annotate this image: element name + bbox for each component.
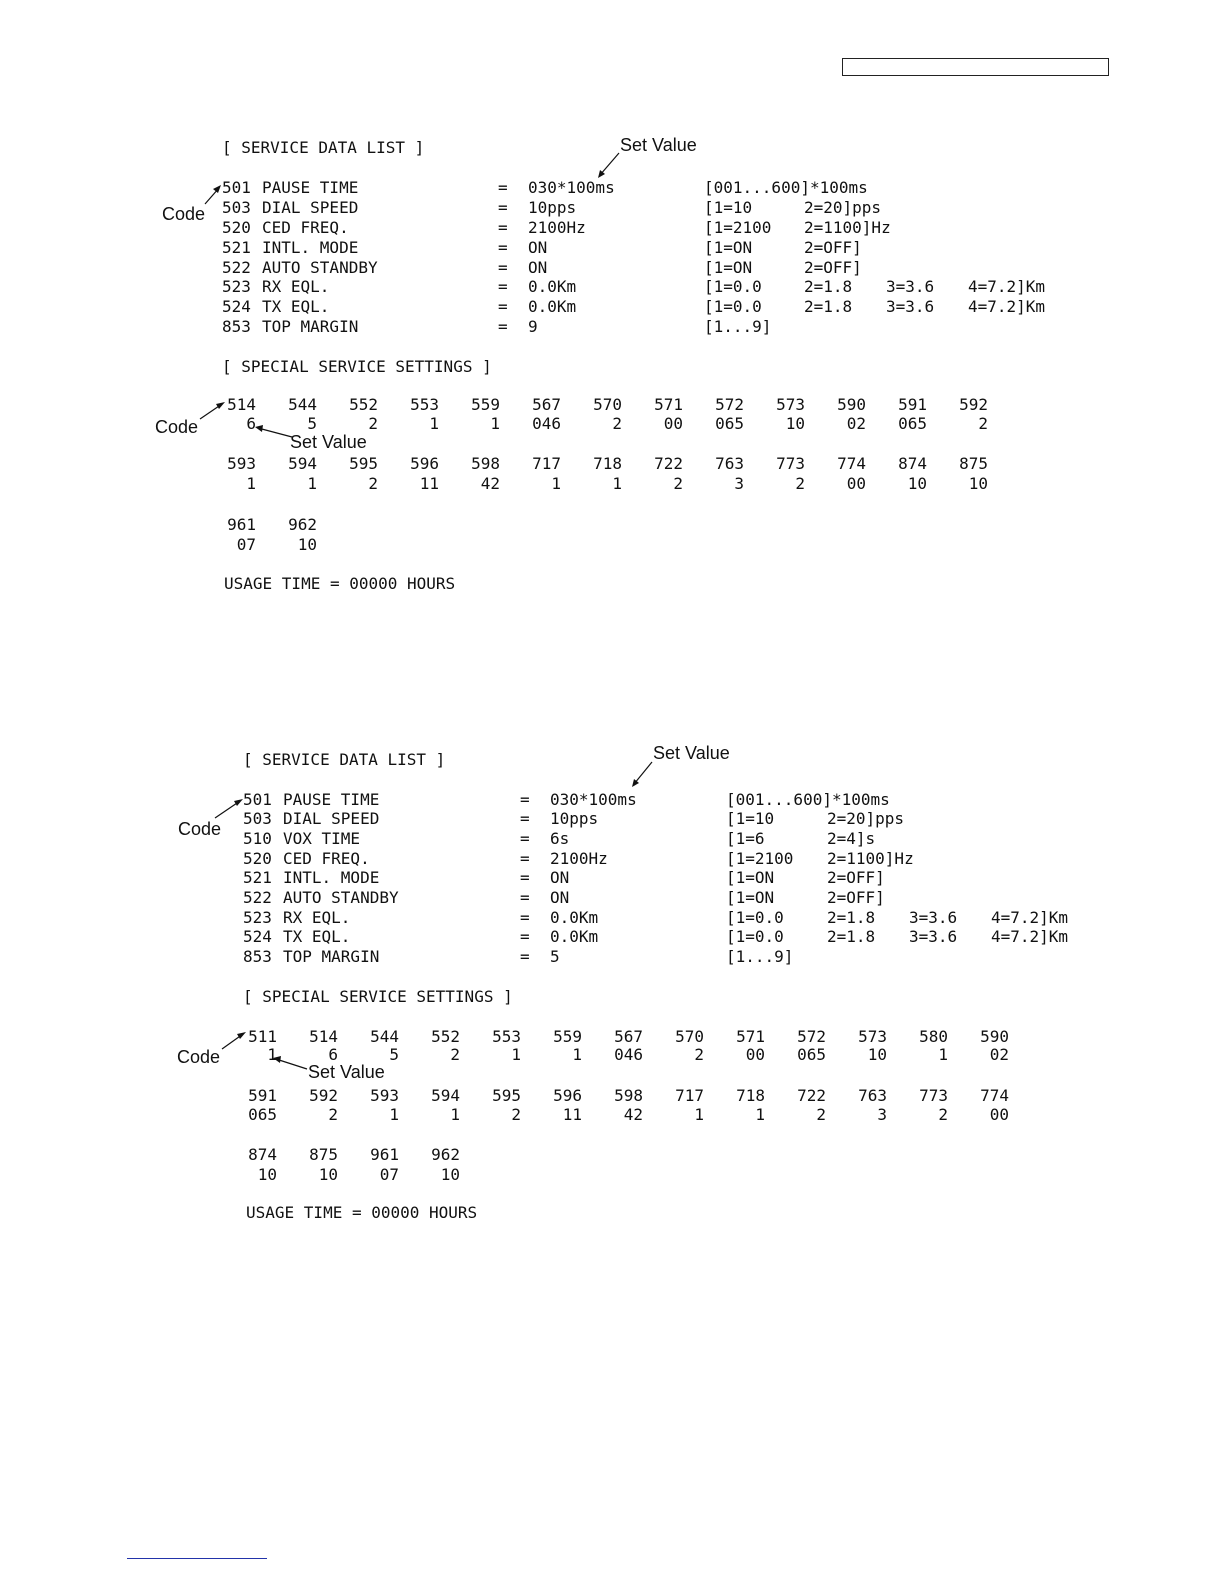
set-value-label: Set Value [653,743,730,763]
row-code: 853 [243,947,272,966]
row-option: [1=2100 [704,218,772,237]
special-value: 00 [745,1045,765,1064]
row-option: 2=4]s [827,829,876,848]
special-code: 598 [471,454,500,473]
row-option: [1=0.0 [726,908,784,927]
row-code: 501 [222,178,251,197]
special-code: 593 [227,454,256,473]
special-code: 717 [532,454,561,473]
special-value: 3 [734,474,744,493]
row-name: DIAL SPEED [262,198,359,217]
special-code: 596 [410,454,439,473]
special-code: 572 [797,1027,826,1046]
row-option: [1=2100 [726,849,794,868]
special-value: 02 [989,1045,1009,1064]
row-name: TOP MARGIN [262,317,359,336]
special-code: 961 [370,1145,399,1164]
special-value: 00 [846,474,866,493]
row-option: [1=0.0 [704,277,762,296]
special-value: 2 [978,414,988,433]
row-eq: = [520,849,530,868]
special-code: 594 [288,454,317,473]
special-value: 00 [989,1105,1009,1124]
footer-line [127,1558,267,1559]
special-value: 2 [694,1045,704,1064]
special-value: 2 [938,1105,948,1124]
special-code: 514 [227,395,256,414]
special-value: 10 [907,474,927,493]
special-code: 875 [959,454,988,473]
special-code: 962 [431,1145,460,1164]
set-value-label: Set Value [620,135,697,155]
special-value: 10 [785,414,805,433]
row-option: 2=OFF] [827,888,885,907]
row-option: 2=1.8 [827,927,876,946]
special-value: 1 [572,1045,582,1064]
special-value: 2 [511,1105,521,1124]
special-value: 1 [490,414,500,433]
special-code: 590 [980,1027,1009,1046]
special-value: 046 [532,414,561,433]
row-value: 5 [550,947,560,966]
row-value: ON [550,868,570,887]
set-value-label: Set Value [290,432,367,452]
special-value: 6 [246,414,256,433]
special-code: 594 [431,1086,460,1105]
row-code: 853 [222,317,251,336]
row-eq: = [498,198,508,217]
special-value: 1 [389,1105,399,1124]
row-code: 521 [222,238,251,257]
row-name: CED FREQ. [262,218,349,237]
special-value: 6 [328,1045,338,1064]
row-value: 9 [528,317,538,336]
special-code: 573 [858,1027,887,1046]
special-code: 763 [715,454,744,473]
special-settings-title: [ SPECIAL SERVICE SETTINGS ] [243,987,513,1006]
row-option: 2=OFF] [804,258,862,277]
special-value: 1 [938,1045,948,1064]
special-code: 570 [675,1027,704,1046]
row-option: [1=6 [726,829,765,848]
row-code: 524 [222,297,251,316]
row-code: 501 [243,790,272,809]
row-eq: = [520,947,530,966]
row-name: CED FREQ. [283,849,370,868]
special-code: 573 [776,395,805,414]
row-code: 523 [243,908,272,927]
special-value: 046 [614,1045,643,1064]
row-option: [1...9] [726,947,794,966]
special-code: 722 [797,1086,826,1105]
row-eq: = [520,888,530,907]
special-code: 593 [370,1086,399,1105]
code-label: Code [155,417,199,437]
special-value: 1 [267,1045,277,1064]
row-option: [1=0.0 [704,297,762,316]
row-eq: = [520,868,530,887]
special-value: 1 [246,474,256,493]
special-code: 595 [492,1086,521,1105]
row-name: TX EQL. [283,927,351,946]
row-name: AUTO STANDBY [262,258,378,277]
special-value: 2 [450,1045,460,1064]
special-code: 874 [248,1145,277,1164]
row-option: 2=20]pps [827,809,905,828]
special-code: 774 [837,454,866,473]
row-eq: = [520,790,530,809]
row-option: [1=ON [704,238,753,257]
row-eq: = [498,277,508,296]
row-option: 4=7.2]Km [991,908,1069,927]
row-code: 503 [222,198,251,217]
row-value: 2100Hz [528,218,586,237]
row-eq: = [520,927,530,946]
special-value: 2 [328,1105,338,1124]
special-code: 596 [553,1086,582,1105]
row-code: 523 [222,277,251,296]
code-label: Code [178,819,222,839]
row-code: 521 [243,868,272,887]
special-value: 1 [511,1045,521,1064]
special-code: 553 [492,1027,521,1046]
special-code: 722 [654,454,683,473]
row-value: ON [550,888,570,907]
special-code: 595 [349,454,378,473]
row-option: [1=10 [726,809,775,828]
special-code: 570 [593,395,622,414]
special-code: 961 [227,515,256,534]
special-code: 544 [370,1027,399,1046]
special-value: 1 [694,1105,704,1124]
special-code: 559 [553,1027,582,1046]
row-code: 503 [243,809,272,828]
special-value: 065 [898,414,927,433]
set-value-label: Set Value [308,1062,385,1082]
service-data-title: [ SERVICE DATA LIST ] [222,138,425,157]
row-option: 2=20]pps [804,198,882,217]
row-option: [1=ON [726,888,775,907]
special-value: 10 [968,474,988,493]
row-option: 3=3.6 [886,277,935,296]
special-code: 567 [614,1027,643,1046]
row-name: RX EQL. [262,277,330,296]
row-name: INTL. MODE [262,238,359,257]
row-value: 030*100ms [550,790,637,809]
row-value: 10pps [528,198,577,217]
special-value: 07 [379,1165,399,1184]
special-value: 5 [389,1045,399,1064]
row-option: [1=ON [704,258,753,277]
row-option: [1...9] [704,317,772,336]
row-option: 2=1.8 [804,277,853,296]
row-name: AUTO STANDBY [283,888,399,907]
row-name: TOP MARGIN [283,947,380,966]
row-name: INTL. MODE [283,868,380,887]
row-option: 2=1.8 [827,908,876,927]
row-name: TX EQL. [262,297,330,316]
row-option: 2=OFF] [804,238,862,257]
row-eq: = [498,238,508,257]
special-settings-title: [ SPECIAL SERVICE SETTINGS ] [222,357,492,376]
row-code: 520 [243,849,272,868]
special-code: 544 [288,395,317,414]
special-code: 511 [248,1027,277,1046]
row-value: 0.0Km [528,277,577,296]
row-code: 522 [222,258,251,277]
row-eq: = [498,258,508,277]
row-value: 6s [550,829,570,848]
special-value: 1 [429,414,439,433]
special-code: 773 [919,1086,948,1105]
row-eq: = [498,317,508,336]
special-value: 42 [623,1105,643,1124]
row-code: 520 [222,218,251,237]
special-code: 717 [675,1086,704,1105]
special-value: 065 [715,414,744,433]
special-code: 875 [309,1145,338,1164]
special-value: 42 [480,474,500,493]
special-value: 065 [797,1045,826,1064]
special-code: 514 [309,1027,338,1046]
row-code: 522 [243,888,272,907]
special-value: 11 [419,474,439,493]
special-code: 774 [980,1086,1009,1105]
special-code: 571 [654,395,683,414]
special-code: 553 [410,395,439,414]
special-value: 2 [795,474,805,493]
row-eq: = [498,178,508,197]
row-option: [1=0.0 [726,927,784,946]
special-code: 572 [715,395,744,414]
usage-time: USAGE TIME = 00000 HOURS [246,1203,478,1222]
special-code: 763 [858,1086,887,1105]
code-label: Code [162,204,206,224]
special-value: 00 [663,414,683,433]
row-eq: = [498,218,508,237]
special-code: 592 [959,395,988,414]
special-code: 552 [349,395,378,414]
special-value: 1 [612,474,622,493]
row-code: 510 [243,829,272,848]
row-option: 3=3.6 [909,927,958,946]
row-value: 0.0Km [550,927,599,946]
special-code: 962 [288,515,317,534]
special-value: 1 [450,1105,460,1124]
row-eq: = [520,809,530,828]
row-name: PAUSE TIME [283,790,380,809]
row-value: 2100Hz [550,849,608,868]
special-code: 592 [309,1086,338,1105]
row-option: [001...600]*100ms [704,178,868,197]
special-value: 1 [755,1105,765,1124]
row-option: 4=7.2]Km [991,927,1069,946]
row-value: 0.0Km [528,297,577,316]
special-value: 1 [307,474,317,493]
special-value: 2 [673,474,683,493]
row-option: 4=7.2]Km [968,277,1046,296]
row-eq: = [520,908,530,927]
special-code: 559 [471,395,500,414]
special-value: 2 [816,1105,826,1124]
special-value: 3 [877,1105,887,1124]
row-option: 3=3.6 [886,297,935,316]
row-name: DIAL SPEED [283,809,380,828]
row-option: 3=3.6 [909,908,958,927]
special-value: 02 [846,414,866,433]
row-value: 030*100ms [528,178,615,197]
row-option: 2=1100]Hz [804,218,891,237]
special-code: 598 [614,1086,643,1105]
row-option: 2=OFF] [827,868,885,887]
special-code: 580 [919,1027,948,1046]
special-value: 10 [867,1045,887,1064]
row-name: VOX TIME [283,829,361,848]
special-code: 874 [898,454,927,473]
special-value: 2 [612,414,622,433]
special-code: 591 [898,395,927,414]
row-value: ON [528,238,548,257]
special-code: 552 [431,1027,460,1046]
row-value: 0.0Km [550,908,599,927]
row-option: 2=1.8 [804,297,853,316]
special-code: 590 [837,395,866,414]
row-eq: = [498,297,508,316]
row-option: 4=7.2]Km [968,297,1046,316]
special-code: 567 [532,395,561,414]
row-option: 2=1100]Hz [827,849,914,868]
row-code: 524 [243,927,272,946]
special-value: 2 [368,414,378,433]
special-code: 591 [248,1086,277,1105]
special-value: 10 [440,1165,460,1184]
code-label: Code [177,1047,221,1067]
row-option: [1=10 [704,198,753,217]
row-value: ON [528,258,548,277]
special-code: 773 [776,454,805,473]
special-value: 5 [307,414,317,433]
row-name: RX EQL. [283,908,351,927]
special-code: 718 [593,454,622,473]
row-option: [001...600]*100ms [726,790,890,809]
special-value: 065 [248,1105,277,1124]
special-value: 10 [297,535,317,554]
row-option: [1=ON [726,868,775,887]
special-value: 11 [562,1105,582,1124]
service-data-title: [ SERVICE DATA LIST ] [243,750,446,769]
usage-time: USAGE TIME = 00000 HOURS [224,574,456,593]
special-code: 571 [736,1027,765,1046]
special-value: 10 [318,1165,338,1184]
special-value: 10 [257,1165,277,1184]
special-value: 07 [236,535,256,554]
special-value: 2 [368,474,378,493]
special-value: 1 [551,474,561,493]
row-value: 10pps [550,809,599,828]
special-code: 718 [736,1086,765,1105]
row-eq: = [520,829,530,848]
row-name: PAUSE TIME [262,178,359,197]
